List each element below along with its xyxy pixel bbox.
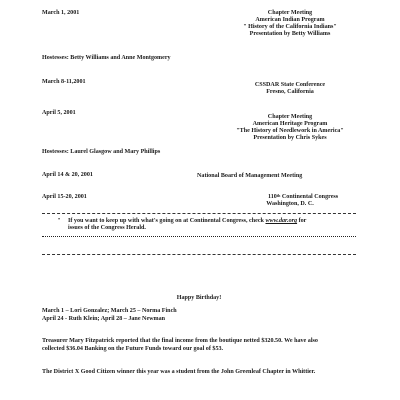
event-line: American Indian Program [255, 17, 325, 23]
event-line: Presentation by Chris Sykes [253, 135, 327, 141]
note-text: If you want to keep up with what's going on at Continental Congress, check [68, 218, 264, 224]
hostesses: Hostesses: Laurel Glasgow and Mary Phillips [42, 149, 161, 155]
event-date: April 5, 2001 [42, 110, 76, 116]
bullet-icon: • [58, 217, 61, 223]
congress-number: 110th Continental Congress [268, 193, 339, 200]
event-line: Presentation by Betty Williams [249, 31, 331, 37]
event-date: April 14 & 20, 2001 [42, 172, 93, 178]
note-text: for [298, 218, 307, 224]
event-line: American Heritage Program [252, 121, 328, 127]
event-line: "The History of Needlework in America" [236, 128, 344, 134]
note-text: issues of the Congress Herald. [68, 225, 146, 231]
event-date: March 8-11,2001 [42, 79, 86, 85]
treasurer-report: collected $36.04 Banking on the Future Funds toward our goal of $53. [42, 346, 224, 352]
event-title: National Board of Management Meeting [197, 173, 303, 179]
event-line: Fresno, California [266, 89, 314, 95]
ordinal-suffix: th [276, 193, 281, 198]
good-citizen-note: The District X Good Citizen winner this year was a student from the John Greenleaf Chapter in Whittier. [42, 369, 316, 375]
separator [42, 236, 356, 237]
birthday-line: April 24 - Ruth Klein; April 28 – Jane Newman [42, 316, 166, 322]
hostesses: Hostesses: Betty Williams and Anne Montgomery [42, 55, 171, 61]
treasurer-report: Treasurer Mary Fitzpatrick reported that the final income from the boutique netted $320.50. We have also [42, 338, 318, 344]
separator [42, 254, 356, 255]
event-line: " History of the California Indians" [243, 24, 337, 30]
event-title: CSSDAR State Conference [254, 82, 326, 88]
birthday-line: March 1 – Lori Gonzalez; March 25 – Norma Finch [42, 308, 177, 314]
birthday-title: Happy Birthday! [176, 295, 222, 301]
event-title: Chapter Meeting [267, 10, 313, 16]
event-title: Chapter Meeting [267, 114, 313, 120]
event-line: Washington, D. C. [266, 201, 314, 207]
separator [42, 213, 356, 214]
event-date: March 1, 2001 [42, 10, 80, 16]
dar-link[interactable]: www.dar.org [265, 218, 298, 224]
event-date: April 15-20, 2001 [42, 194, 87, 200]
